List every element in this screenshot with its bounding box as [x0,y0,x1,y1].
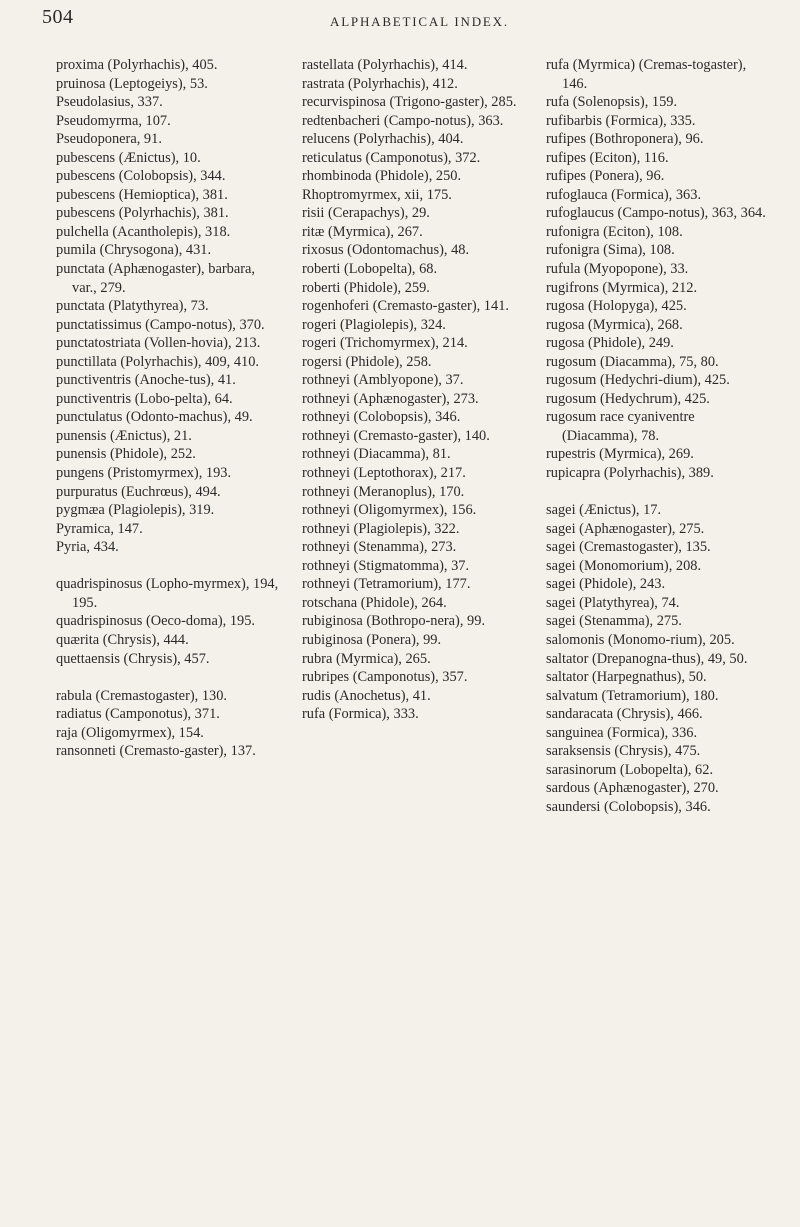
index-column-3 [546,56,771,816]
index-entry: Pseudoponera, 91. [56,131,162,148]
index-entry: raja (Oligomyrmex), 154. [56,724,204,741]
running-title: ALPHABETICAL INDEX. [330,14,509,29]
index-entry: pulchella (Acantholepis), 318. [56,223,231,240]
index-entry: rugosum (Hedychrum), 425. [546,390,710,407]
index-entry: sandaracata (Chrysis), 466. [546,706,703,723]
index-entry: relucens (Polyrhachis), 404. [302,131,464,148]
index-entry: sagei (Aphænogaster), 275. [546,520,705,537]
index-entry: punctatostriata (Vollen-hovia), 213. [56,335,261,352]
index-entry: rhombinoda (Phidole), 250. [302,168,462,185]
index-entry: sagei (Monomorium), 208. [546,557,702,574]
index-entry: redtenbacheri (Campo-notus), 363. [302,112,504,129]
index-entry: rupicapra (Polyrhachis), 389. [546,465,714,482]
index-entry: rufoglauca (Formica), 363. [546,186,702,203]
index-entry: rufa (Formica), 333. [302,706,419,723]
index-entry: punctillata (Polyrhachis), 409, 410. [56,353,260,370]
index-entry: punctatissimus (Campo-notus), 370. [56,316,265,333]
index-entry: rugosa (Myrmica), 268. [546,316,683,333]
index-entry: sardous (Aphænogaster), 270. [546,780,719,797]
page-number: 504 [42,6,74,28]
index-entry: rufipes (Ponera), 96. [546,168,665,185]
index-entry: rufibarbis (Formica), 335. [546,112,696,129]
index-entry: rothneyi (Colobopsis), 346. [302,409,461,426]
index-entry: rixosus (Odontomachus), 48. [302,242,470,259]
index-entry: rastrata (Polyrhachis), 412. [302,75,458,92]
index-entry: rufonigra (Sima), 108. [546,242,675,259]
index-entry: sagei (Cremastogaster), 135. [546,539,711,556]
index-entry: punctulatus (Odonto-machus), 49. [56,409,253,426]
index-entry: quadrispinosus (Oeco-doma), 195. [56,613,256,630]
index-entry: quettaensis (Chrysis), 457. [56,650,210,667]
index-entry: Rhoptromyrmex, xii, 175. [302,186,452,203]
index-entry: rubripes (Camponotus), 357. [302,669,468,686]
index-entry: rufula (Myopopone), 33. [546,261,689,278]
index-entry: saltator (Harpegnathus), 50. [546,669,707,686]
index-entry: rothneyi (Oligomyrmex), 156. [302,502,477,519]
index-entry: Pseudomyrma, 107. [56,112,171,129]
index-entry: pygmæa (Plagiolepis), 319. [56,502,215,519]
index-entry: rugosum (Diacamma), 75, 80. [546,353,719,370]
index-entry: rogenhoferi (Cremasto-gaster), 141. [302,298,509,315]
index-entry: pruinosa (Leptogeiys), 53. [56,75,208,92]
index-entry: ritæ (Myrmica), 267. [302,223,423,240]
index-entry: salomonis (Monomo-rium), 205. [546,631,735,648]
index-entry: rufa (Myrmica) (Cremas-togaster), 146. [546,57,747,92]
index-entry: rufipes (Bothroponera), 96. [546,131,704,148]
index-entry: quadrispinosus (Lopho-myrmex), 194, 195. [56,576,279,611]
index-entry: rufonigra (Eciton), 108. [546,223,683,240]
index-entry: reticulatus (Camponotus), 372. [302,149,481,166]
index-entry: rubra (Myrmica), 265. [302,650,431,667]
index-entry: sagei (Platythyrea), 74. [546,594,680,611]
index-entry: rothneyi (Aphænogaster), 273. [302,390,479,407]
index-entry: rogeri (Trichomyrmex), 214. [302,335,468,352]
section-gap [546,483,771,502]
index-entry: rothneyi (Leptothorax), 217. [302,465,466,482]
index-entry: rupestris (Myrmica), 269. [546,446,694,463]
section-gap [56,668,281,687]
index-entry: rubiginosa (Bothropo-nera), 99. [302,613,486,630]
index-entry: rotschana (Phidole), 264. [302,594,447,611]
index-entry: rothneyi (Plagiolepis), 322. [302,520,460,537]
index-entry: rothneyi (Stenamma), 273. [302,539,457,556]
index-entry: rogeri (Plagiolepis), 324. [302,316,446,333]
index-entry: pubescens (Ænictus), 10. [56,149,201,166]
index-entry: salvatum (Tetramorium), 180. [546,687,719,704]
index-entry: proxima (Polyrhachis), 405. [56,57,218,73]
index-entry: rufa (Solenopsis), 159. [546,94,678,111]
index-entry: sanguinea (Formica), 336. [546,724,698,741]
index-entry: recurvispinosa (Trigono-gaster), 285. [302,94,517,111]
index-entry: rudis (Anochetus), 41. [302,687,431,704]
index-entry: punctata (Platythyrea), 73. [56,298,209,315]
index-entry: saraksensis (Chrysis), 475. [546,743,701,760]
index-entry: rothneyi (Diacamma), 81. [302,446,451,463]
index-entry: rothneyi (Meranoplus), 170. [302,483,465,500]
index-entry: punctiventris (Lobo-pelta), 64. [56,390,233,407]
index-entry: rugosa (Phidole), 249. [546,335,674,352]
index-entry: punensis (Ænictus), 21. [56,427,192,444]
section-gap [56,557,281,576]
index-entry: rugosum (Hedychri-dium), 425. [546,372,730,389]
index-entry: saundersi (Colobopsis), 346. [546,798,711,815]
index-entry: quærita (Chrysis), 444. [56,631,189,648]
index-entry: Pyria, 434. [56,539,119,556]
index-entry: sagei (Phidole), 243. [546,576,666,593]
index-entry: rugosum race cyaniventre (Diacamma), 78. [546,409,695,444]
index-entry: sarasinorum (Lobopelta), 62. [546,761,714,778]
index-entry: rothneyi (Amblyopone), 37. [302,372,464,389]
index-entry: pubescens (Hemioptica), 381. [56,186,228,203]
index-entry: risii (Cerapachys), 29. [302,205,430,222]
index-entry: punctiventris (Anoche-tus), 41. [56,372,236,389]
index-entry: rufoglaucus (Campo-notus), 363, 364. [546,205,766,222]
index-entry: rothneyi (Cremasto-gaster), 140. [302,427,490,444]
index-entry: purpuratus (Euchrœus), 494. [56,483,221,500]
index-entry: rugifrons (Myrmica), 212. [546,279,698,296]
index-entry: rothneyi (Tetramorium), 177. [302,576,471,593]
index-entry: punensis (Phidole), 252. [56,446,196,463]
index-entry: saltator (Drepanogna-thus), 49, 50. [546,650,748,667]
index-entry: sagei (Stenamma), 275. [546,613,682,630]
index-entry: pungens (Pristomyrmex), 193. [56,465,232,482]
index-entry: roberti (Phidole), 259. [302,279,430,296]
index-entry: rogersi (Phidole), 258. [302,353,432,370]
index-entry: ransonneti (Cremasto-gaster), 137. [56,743,256,760]
index-entry: rabula (Cremastogaster), 130. [56,687,228,704]
index-entry: rufipes (Eciton), 116. [546,149,669,166]
index-entry: pubescens (Polyrhachis), 381. [56,205,229,222]
index-entry: punctata (Aphænogaster), barbara, var., 279. [56,261,255,296]
index-column-2 [302,56,527,724]
index-entry: Pseudolasius, 337. [56,94,163,111]
index-entry: pumila (Chrysogona), 431. [56,242,212,259]
index-entry: rugosa (Holopyga), 425. [546,298,687,315]
index-column-1 [56,56,281,761]
index-entry: radiatus (Camponotus), 371. [56,706,220,723]
index-entry: Pyramica, 147. [56,520,143,537]
index-entry: sagei (Ænictus), 17. [546,502,662,519]
index-entry: rothneyi (Stigmatomma), 37. [302,557,470,574]
index-entry: roberti (Lobopelta), 68. [302,261,438,278]
index-entry: pubescens (Colobopsis), 344. [56,168,226,185]
index-entry: rubiginosa (Ponera), 99. [302,631,442,648]
index-entry: rastellata (Polyrhachis), 414. [302,57,468,73]
index-columns [56,56,766,1206]
